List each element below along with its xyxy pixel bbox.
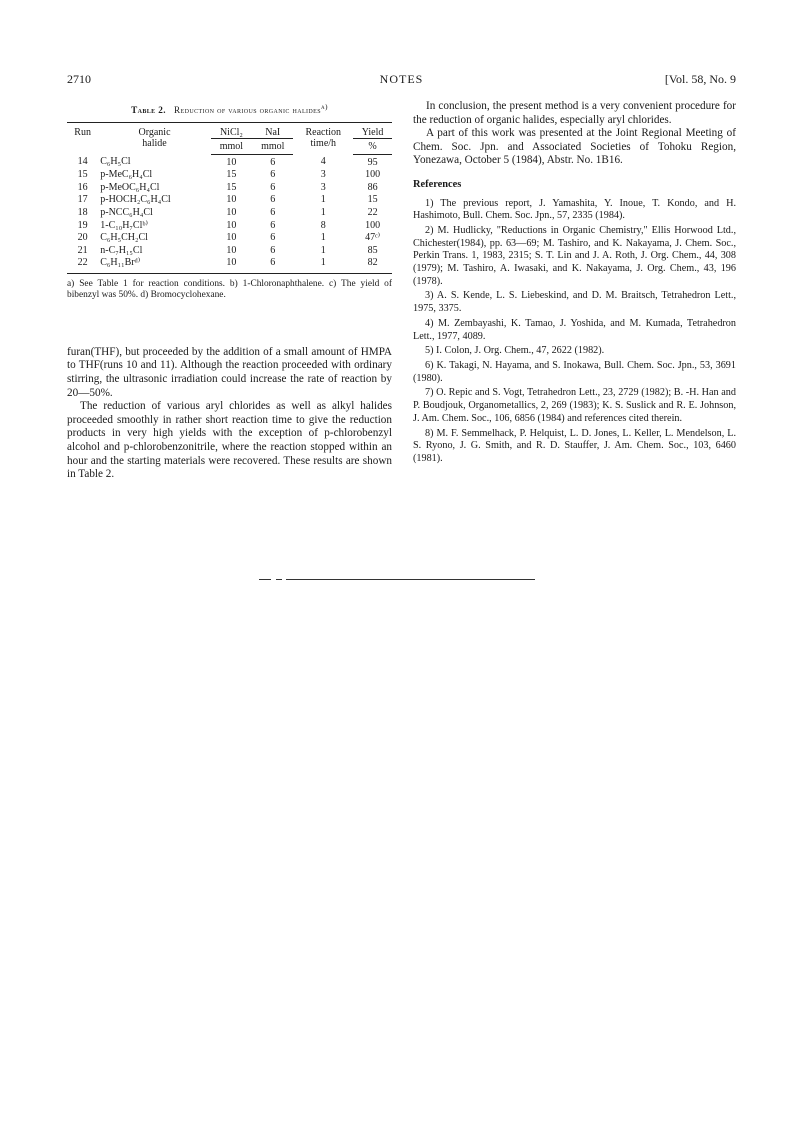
table-row [67, 257, 392, 273]
cell-halide: C₆H₁₁Brᵈ⁾ [98, 257, 211, 273]
col-halide-label-2: halide [142, 137, 167, 149]
cell-time: 1 [320, 244, 326, 256]
cell-time: 8 [320, 219, 326, 231]
body-paragraph: In conclusion, the present method is a very convenient procedure for the reduction of organic halides, especially aryl chlorides. [413, 100, 736, 126]
reference-item: 1) The previous report, J. Yamashita, Y. Inoue, T. Kondo, and H. Hashimoto, Bull. Chem. Soc. Jpn., 57, 2335 (1984). [413, 197, 736, 222]
col-time [293, 122, 353, 154]
cell-time: 1 [320, 207, 326, 219]
cell-nai: 6 [270, 244, 276, 256]
reference-item: 8) M. F. Semmelhack, P. Helquist, L. D. Jones, L. Keller, L. Mendelson, L. S. Ryono, J. G. Smith, and R. D. Stauffer, J. Am. Chem. Soc., 103, 6460 (1981). [413, 427, 736, 464]
cell-yield: 100 [365, 169, 381, 181]
cell-halide: p-MeC₆H₄Cl [100, 169, 153, 181]
cell-nai: 6 [270, 181, 276, 193]
body-paragraph: A part of this work was presented at the Joint Regional Meeting of Chem. Soc. Jpn. and Associated Societies of Tohoku Region, Yonezawa, October 5 (1984), Abstr. No. 1B16. [413, 127, 736, 167]
table-caption-sup: a) [320, 102, 328, 111]
cell-time: 1 [320, 232, 326, 244]
cell-time: 3 [320, 181, 326, 193]
cell-nicl2: 10 [226, 219, 237, 231]
cell-halide: 1-C₁₀H₇Clᵇ⁾ [100, 219, 148, 231]
table-row [67, 194, 392, 207]
cell-nai: 6 [270, 219, 276, 231]
table-row [67, 245, 392, 258]
body-paragraph: furan(THF), but proceeded by the addition of a small amount of HMPA to THF(runs 10 and 11). Although the reaction proceeded with ordinary stirring, the ultrasonic irradiation could increase the rate of reaction by 20—50%. [67, 345, 392, 399]
col-nai [252, 122, 293, 138]
cell-nicl2: 10 [226, 156, 237, 168]
table-row [67, 169, 392, 182]
cell-run: 16 [77, 181, 88, 193]
volume-info: [Vol. 58, No. 9 [664, 72, 736, 86]
cell-yield: 47ᶜ⁾ [365, 232, 381, 244]
cell-time: 1 [293, 257, 353, 273]
cell-nicl2: 10 [226, 207, 237, 219]
left-column [67, 100, 392, 482]
cell-yield: 86 [367, 181, 378, 193]
reference-item: 5) I. Colon, J. Org. Chem., 47, 2622 (1982). [425, 345, 605, 357]
cell-yield: 15 [367, 194, 378, 206]
col-nai-unit: mmol [252, 138, 293, 154]
table-row [67, 154, 392, 169]
table-caption-prefix: Table 2. [131, 105, 166, 116]
cell-time: 4 [320, 156, 326, 168]
cell-halide: p-MeOC₆H₄Cl [100, 181, 160, 193]
col-halide [98, 122, 211, 154]
col-halide-label-1: Organic [138, 126, 171, 138]
table-caption-text: Reduction of various organic halides [174, 105, 321, 116]
body-paragraph: The reduction of various aryl chlorides as well as alkyl halides proceeded smoothly in rather short reaction time to give the reduction products in very high yields with the exception of p-chlorobenzyl alcohol and p-chlorobenzonitrile, where the reaction stopped within an hour and the starting materials were recovered. These results are shown in Table 2. [67, 400, 392, 481]
col-yield-unit: % [353, 138, 392, 154]
col-nai-label: NaI [265, 126, 281, 138]
cell-run: 15 [77, 169, 88, 181]
table-footnotes: a) See Table 1 for reaction conditions. b) 1-Chloronaphthalene. c) The yield of bibenzyl was 50%. d) Bromocyclohexane. [67, 279, 392, 301]
page-header [67, 72, 736, 88]
page-number: 2710 [67, 72, 91, 86]
cell-halide: C₆H₅Cl [100, 156, 131, 168]
cell-yield: 95 [367, 156, 378, 168]
cell-nicl2: 15 [226, 181, 237, 193]
table-row [67, 207, 392, 220]
cell-run: 19 [77, 219, 88, 231]
cell-yield: 22 [367, 207, 378, 219]
cell-yield: 82 [353, 257, 392, 273]
cell-nai: 6 [270, 169, 276, 181]
reference-item: 2) M. Hudlicky, "Reductions in Organic Chemistry," Ellis Horwood Ltd., Chichester(1984), pp. 63—69; M. Tashiro, and K. Nakayama, J. Chem. Soc., Perkin Trans. 1, 1983, 2315; S. T. Lin and J. A. Roth, J. Org. Chem., 44, 308 (1979); M. Tashiro, A. Iwasaki, and K. Nakayama, J. Org. Chem., 43, 196 (1978). [413, 224, 736, 287]
cell-nai: 6 [270, 194, 276, 206]
col-yield [353, 122, 392, 138]
cell-run: 22 [67, 257, 98, 273]
cell-halide: C₆H₅CH₂Cl [100, 232, 148, 244]
cell-nai: 6 [270, 232, 276, 244]
reference-item: 6) K. Takagi, N. Hayama, and S. Inokawa, Bull. Chem. Soc. Jpn., 53, 3691 (1980). [413, 360, 736, 384]
reference-item: 4) M. Zembayashi, K. Tamao, J. Yoshida, and M. Kumada, Tetrahedron Lett., 1977, 4089. [413, 317, 736, 342]
cell-nicl2: 10 [211, 257, 252, 273]
cell-run: 17 [77, 194, 88, 206]
cell-yield: 100 [365, 219, 381, 231]
col-time-label-2: time/h [310, 137, 337, 149]
reference-item: 3) A. S. Kende, L. S. Liebeskind, and D. M. Braitsch, Tetrahedron Lett., 1975, 3375. [413, 290, 736, 315]
cell-run: 14 [77, 156, 88, 168]
cell-nai: 6 [270, 207, 276, 219]
table-row [67, 220, 392, 233]
cell-nicl2: 10 [226, 244, 237, 256]
col-time-label-1: Reaction [305, 126, 342, 138]
col-nicl2-label: NiCl₂ [219, 126, 243, 138]
col-nicl2 [211, 122, 252, 138]
section-title: NOTES [379, 72, 424, 86]
end-rule-dash [276, 579, 282, 580]
cell-halide: p-NCC₆H₄Cl [100, 207, 153, 219]
references-list [413, 198, 736, 466]
col-run [67, 122, 98, 154]
cell-halide: p-HOCH₂C₆H₄Cl [100, 194, 171, 206]
cell-time: 1 [320, 194, 326, 206]
col-yield-label: Yield [361, 126, 384, 138]
cell-halide: n-C₇H₁₅Cl [100, 244, 143, 256]
cell-run: 18 [77, 207, 88, 219]
cell-run: 21 [77, 244, 88, 256]
table-header-row [67, 122, 392, 138]
cell-yield: 85 [367, 244, 378, 256]
references-heading: References [413, 178, 462, 190]
table-body [67, 154, 392, 273]
table-row [67, 182, 392, 195]
right-column [413, 100, 736, 468]
end-rule-long [286, 579, 535, 580]
cell-nicl2: 10 [226, 194, 237, 206]
cell-nai: 6 [270, 156, 276, 168]
table-caption [67, 100, 392, 118]
cell-nicl2: 15 [226, 169, 237, 181]
reference-item: 7) O. Repic and S. Vogt, Tetrahedron Lett., 23, 2729 (1982); B. -H. Han and P. Boudjouk, Organometallics, 2, 269 (1983); K. S. Suslick and R. E. Johnson, J. Am. Chem. Soc., 106, 6856 (1984) and references cited therein. [413, 387, 736, 424]
cell-time: 3 [320, 169, 326, 181]
table-row [67, 232, 392, 245]
cell-nicl2: 10 [226, 232, 237, 244]
cell-nai: 6 [252, 257, 293, 273]
col-run-label: Run [74, 126, 91, 138]
cell-run: 20 [77, 232, 88, 244]
end-rule-short [259, 579, 271, 580]
results-table [67, 122, 392, 274]
col-nicl2-unit: mmol [211, 138, 252, 154]
